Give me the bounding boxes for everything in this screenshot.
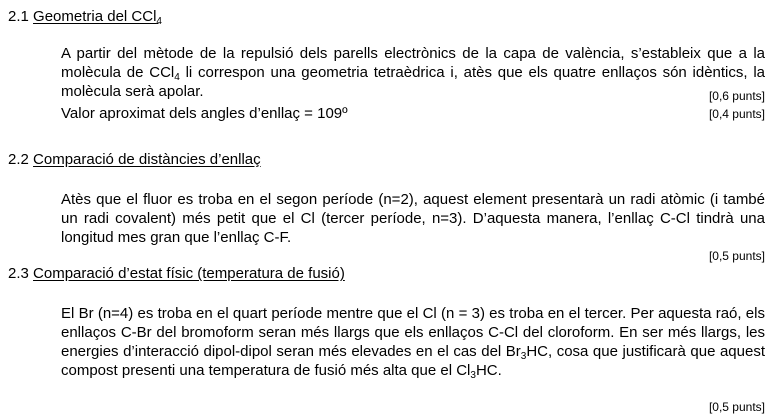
section-title: Geometria del CCl$_4$ <box>33 8 162 27</box>
section-title: Comparació de distàncies d’enllaç <box>33 151 261 168</box>
section-2-3-paragraph: El Br (n=4) es troba en el quart període mentre que el Cl (n = 3) es troba en el tercer. Per aquesta raó, els enllaços C-Br del bromoform seran més llargs que els enllaços C-Cl del cloroform. En ser més llargs, les energies d’interacció dipol-dipol seran més elevades en el cas del $Br_3HC$, cosa que justificarà que aquest compost presenti una temperatura de fusió més alta que el $Cl_3HC$. <box>61 305 765 381</box>
section-2-2-paragraph: Atès que el fluor es troba en el segon període (n=2), aquest element presentarà un radi atòmic (i també un radi covalent) més petit que el Cl (tercer període, n=3). D’aquesta manera, l’enllaç C-Cl tindrà una longitud mes gran que l’enllaç C-F. <box>61 191 765 246</box>
section-title: Comparació d’estat físic (temperatura de fusió) <box>33 265 345 282</box>
section-2-1-paragraph: A partir del mètode de la repulsió dels parells electrònics de la capa de valència, s’estableix que a la molècula de CCl$_4$ li correspon una geometria tetraèdrica i, atès que els quatre enllaços són idèntics, la molècula serà apolar. <box>61 45 765 100</box>
section-2-3-heading <box>8 265 345 283</box>
angle-value-row <box>61 104 765 123</box>
section-2-2-heading <box>8 151 261 169</box>
points-label: [0,6 punts] <box>708 89 765 103</box>
angle-value-text: Valor aproximat dels angles d’enllaç = 109º <box>61 105 348 122</box>
points-label: [0,5 punts] <box>708 400 765 414</box>
section-2-1-heading <box>8 8 162 26</box>
points-label: [0,4 punts] <box>708 107 765 121</box>
section-number: 2.1 <box>8 8 29 25</box>
points-label: [0,5 punts] <box>708 249 765 263</box>
section-number: 2.2 <box>8 151 29 168</box>
section-number: 2.3 <box>8 265 29 282</box>
